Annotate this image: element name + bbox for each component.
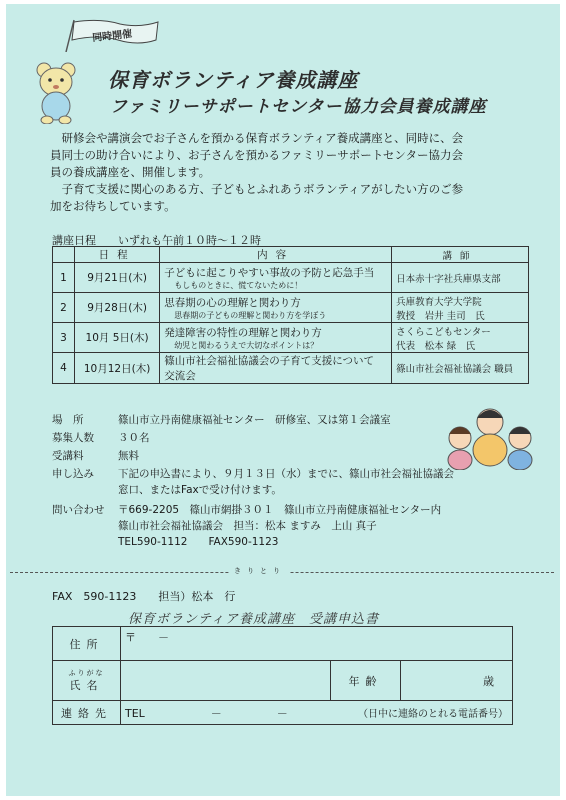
apply-label: 申し込み	[52, 468, 94, 480]
lecturer-name: 教授 岩井 圭司 氏	[396, 310, 485, 322]
lecturer-org: 日本赤十字社兵庫県支部	[396, 273, 501, 285]
name-label: 氏名	[69, 678, 104, 692]
address-field[interactable]: 〒 －	[121, 627, 513, 661]
info-contact	[52, 502, 522, 554]
row-lecturer	[392, 263, 529, 293]
row-lecturer	[392, 293, 529, 323]
intro-text	[50, 130, 520, 215]
application-form	[52, 626, 513, 725]
info-apply	[52, 466, 522, 502]
name-label-cell	[53, 661, 121, 701]
row-subtitle: 交流会	[164, 370, 196, 382]
apply-line: 下記の申込書により、９月１３日（水）までに、篠山市社会福祉協議会	[118, 468, 454, 480]
lecturer-org: 篠山市社会福祉協議会 職員	[396, 364, 514, 375]
name-field[interactable]	[121, 661, 331, 701]
table-row	[53, 263, 529, 293]
row-subtitle: 幼児と関わるうえで大切なポイントは？	[174, 340, 319, 350]
contact-line: 篠山市社会福祉協議会 担当：松本 ますみ 上山 真子	[118, 520, 377, 532]
row-date: 10月12日(木)	[74, 353, 159, 384]
capacity-label: 募集人数	[52, 432, 94, 444]
table-row	[53, 353, 529, 384]
header-no	[53, 247, 75, 263]
row-date: 9月21日(木)	[74, 263, 159, 293]
contact-line: 〒669-2205 篠山市網掛３０１ 篠山市立丹南健康福祉センター内	[118, 504, 442, 516]
form-row-address	[53, 627, 513, 661]
schedule-header-row	[53, 247, 529, 263]
row-date: 10月 5日(木)	[74, 323, 159, 353]
row-number: 3	[53, 323, 75, 353]
intro-line: 員の養成講座を、開催します。	[50, 165, 211, 179]
info-section	[52, 412, 522, 554]
row-lecturer	[392, 323, 529, 353]
header-lecturer: 講師	[392, 247, 529, 263]
row-title: 篠山市社会福祉協議会の子育て支援について	[164, 355, 375, 367]
row-title: 発達障害の特性の理解と関わり方	[164, 326, 322, 339]
contact-label: 問い合わせ	[52, 504, 105, 516]
contact-label: 連絡先	[53, 701, 121, 725]
contact-field[interactable]	[121, 701, 513, 725]
row-title: 思春期の心の理解と関わり方	[164, 296, 301, 309]
info-place	[52, 412, 522, 430]
row-subtitle: もしものときに、慌てないために！	[174, 280, 303, 290]
row-subtitle: 思春期の子どもの理解と関わり方を学ぼう	[174, 310, 327, 320]
row-title: 子どもに起こりやすい事故の予防と応急手当	[164, 266, 375, 279]
apply-line: 窓口、またはFaxで受け付けます。	[118, 484, 282, 496]
fee-label: 受講料	[52, 450, 84, 462]
fax-destination: FAX 590-1123 担当）松本 行	[52, 590, 236, 603]
table-row	[53, 293, 529, 323]
tel-note: （日中に連絡のとれる電話番号）	[358, 708, 508, 720]
intro-line: 研修会や講演会でお子さんを預かる保育ボランティア養成講座と、同時に、会	[61, 131, 464, 145]
page-title: 保育ボランティア養成講座	[108, 68, 359, 92]
row-number: 4	[53, 353, 75, 384]
contact-line: TEL590-1112 FAX590-1123	[118, 536, 279, 548]
info-fee	[52, 448, 522, 466]
cut-line-label: きりとり	[230, 566, 290, 576]
form-row-contact	[53, 701, 513, 725]
header-date: 日程	[74, 247, 159, 263]
lecturer-org: 兵庫教育大学大学院	[396, 296, 482, 308]
form-title: 保育ボランティア養成講座 受講申込書	[128, 612, 379, 627]
flag-label: 同時開催	[91, 28, 133, 45]
intro-line: 加をお待ちしています。	[50, 199, 176, 213]
furigana-label: ふりがな	[68, 668, 105, 677]
place-value: 篠山市立丹南健康福祉センター 研修室、又は第１会議室	[118, 414, 391, 426]
row-date: 9月28日(木)	[74, 293, 159, 323]
lecturer-name: 代表 松本 緑 氏	[396, 340, 476, 352]
bear-mascot-icon	[30, 58, 82, 124]
age-field[interactable]: 歳	[401, 661, 513, 701]
row-content	[160, 293, 392, 323]
schedule-table	[52, 246, 529, 384]
row-content	[160, 353, 392, 384]
info-capacity	[52, 430, 522, 448]
row-number: 2	[53, 293, 75, 323]
intro-line: 子育て支援に関心のある方、子どもとふれあうボランティアがしたい方のご参	[61, 182, 464, 196]
row-content	[160, 263, 392, 293]
capacity-value: ３０名	[118, 432, 150, 444]
schedule-label: 講座日程 いずれも午前１０時～１２時	[52, 234, 261, 247]
lecturer-org: さくらこどもセンター	[396, 326, 491, 338]
row-lecturer	[392, 353, 529, 384]
row-content	[160, 323, 392, 353]
apply-value	[118, 466, 518, 498]
intro-line: 員同士の助け合いにより、お子さんを預かるファミリーサポートセンター協力会	[50, 148, 463, 162]
contact-value	[118, 502, 518, 550]
age-label: 年齢	[331, 661, 401, 701]
address-label: 住所	[53, 627, 121, 661]
fee-value: 無料	[118, 450, 139, 462]
tel-field: TEL － －	[125, 706, 288, 720]
form-row-name	[53, 661, 513, 701]
place-label: 場 所	[52, 414, 84, 426]
page-subtitle: ファミリーサポートセンター協力会員養成講座	[110, 97, 487, 117]
row-number: 1	[53, 263, 75, 293]
header-content: 内容	[160, 247, 392, 263]
table-row	[53, 323, 529, 353]
